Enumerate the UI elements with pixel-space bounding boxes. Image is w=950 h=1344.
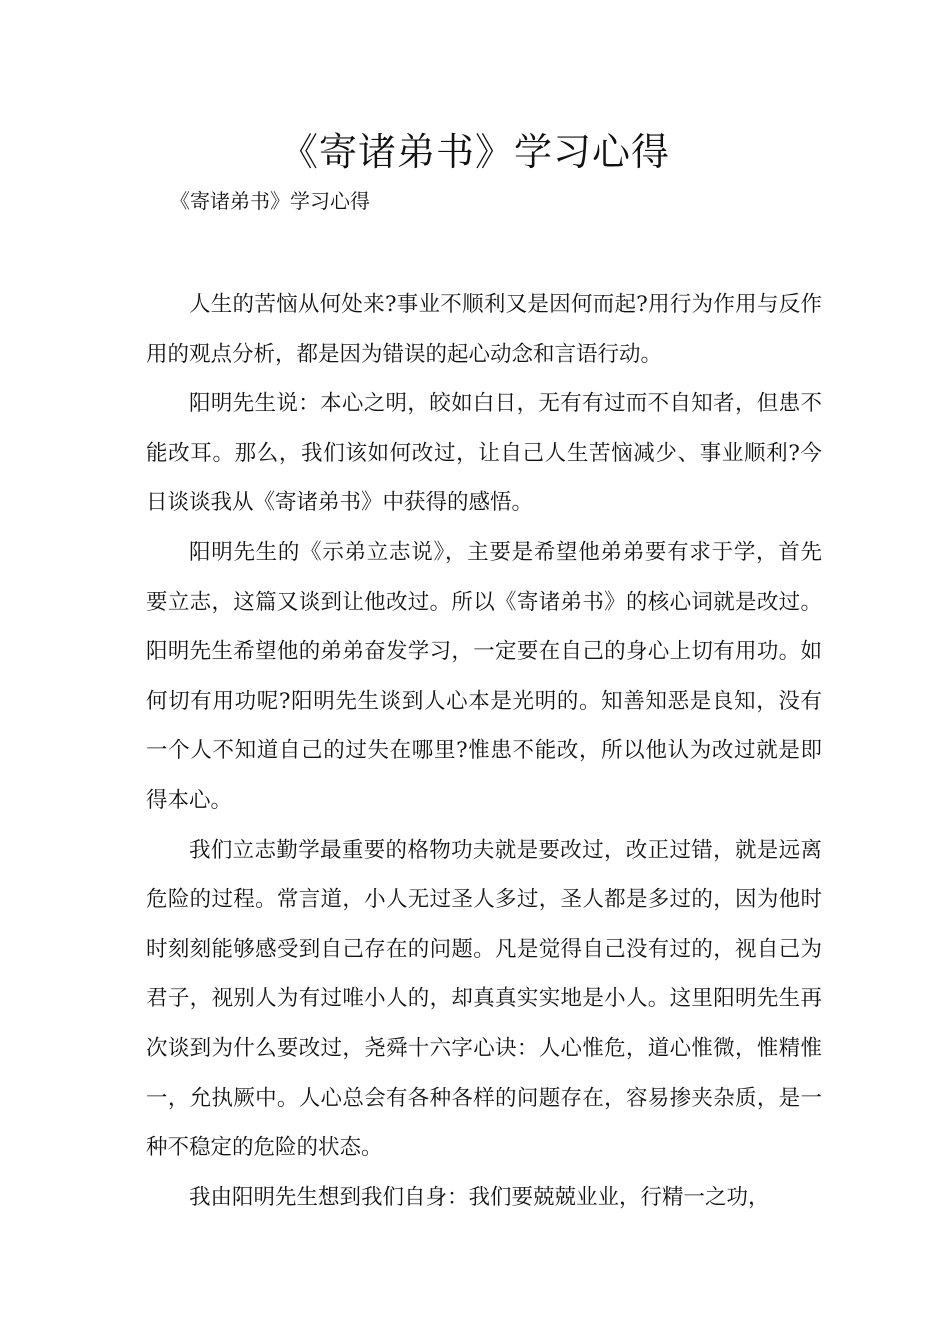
paragraph-2: 阳明先生说：本心之明，皎如白日，无有有过而不自知者，但患不能改耳。那么，我们该如何改过，让自己人生苦恼减少、事业顺利?今日谈谈我从《寄诸弟书》中获得的感悟。: [146, 391, 822, 516]
document-body: [146, 280, 822, 1222]
document-title: 《寄诸弟书》学习心得: [279, 130, 670, 174]
paragraph-5: 我由阳明先生想到我们自身：我们要兢兢业业，行精一之功，: [189, 1184, 770, 1210]
paragraph-1: 人生的苦恼从何处来?事业不顺利又是因何而起?用行为作用与反作用的观点分析，都是因为错误的起心动念和言语行动。: [146, 292, 822, 367]
paragraph-3: 阳明先生的《示弟立志说》，主要是希望他弟弟要有求于学，首先要立志，这篇又谈到让他改过。所以《寄诸弟书》的核心词就是改过。阳明先生希望他的弟弟奋发学习，一定要在自己的身心上切有用功。如何切有用功呢?阳明先生谈到人心本是光明的。知善知恶是良知，没有一个人不知道自己的过失在哪里?惟患不能改，所以他认为改过就是即得本心。: [146, 539, 822, 813]
paragraph-4: 我们立志勤学最重要的格物功夫就是要改过，改正过错，就是远离危险的过程。常言道，小人无过圣人多过，圣人都是多过的，因为他时时刻刻能够感受到自己存在的问题。凡是觉得自己没有过的，视自己为君子，视别人为有过唯小人的，却真真实实地是小人。这里阳明先生再次谈到为什么要改过，尧舜十六字心诀：人心惟危，道心惟微，惟精惟一，允执厥中。人心总会有各种各样的问题存在，容易掺夹杂质，是一种不稳定的危险的状态。: [146, 837, 822, 1161]
document-subtitle: 《寄诸弟书》学习心得: [170, 189, 370, 213]
